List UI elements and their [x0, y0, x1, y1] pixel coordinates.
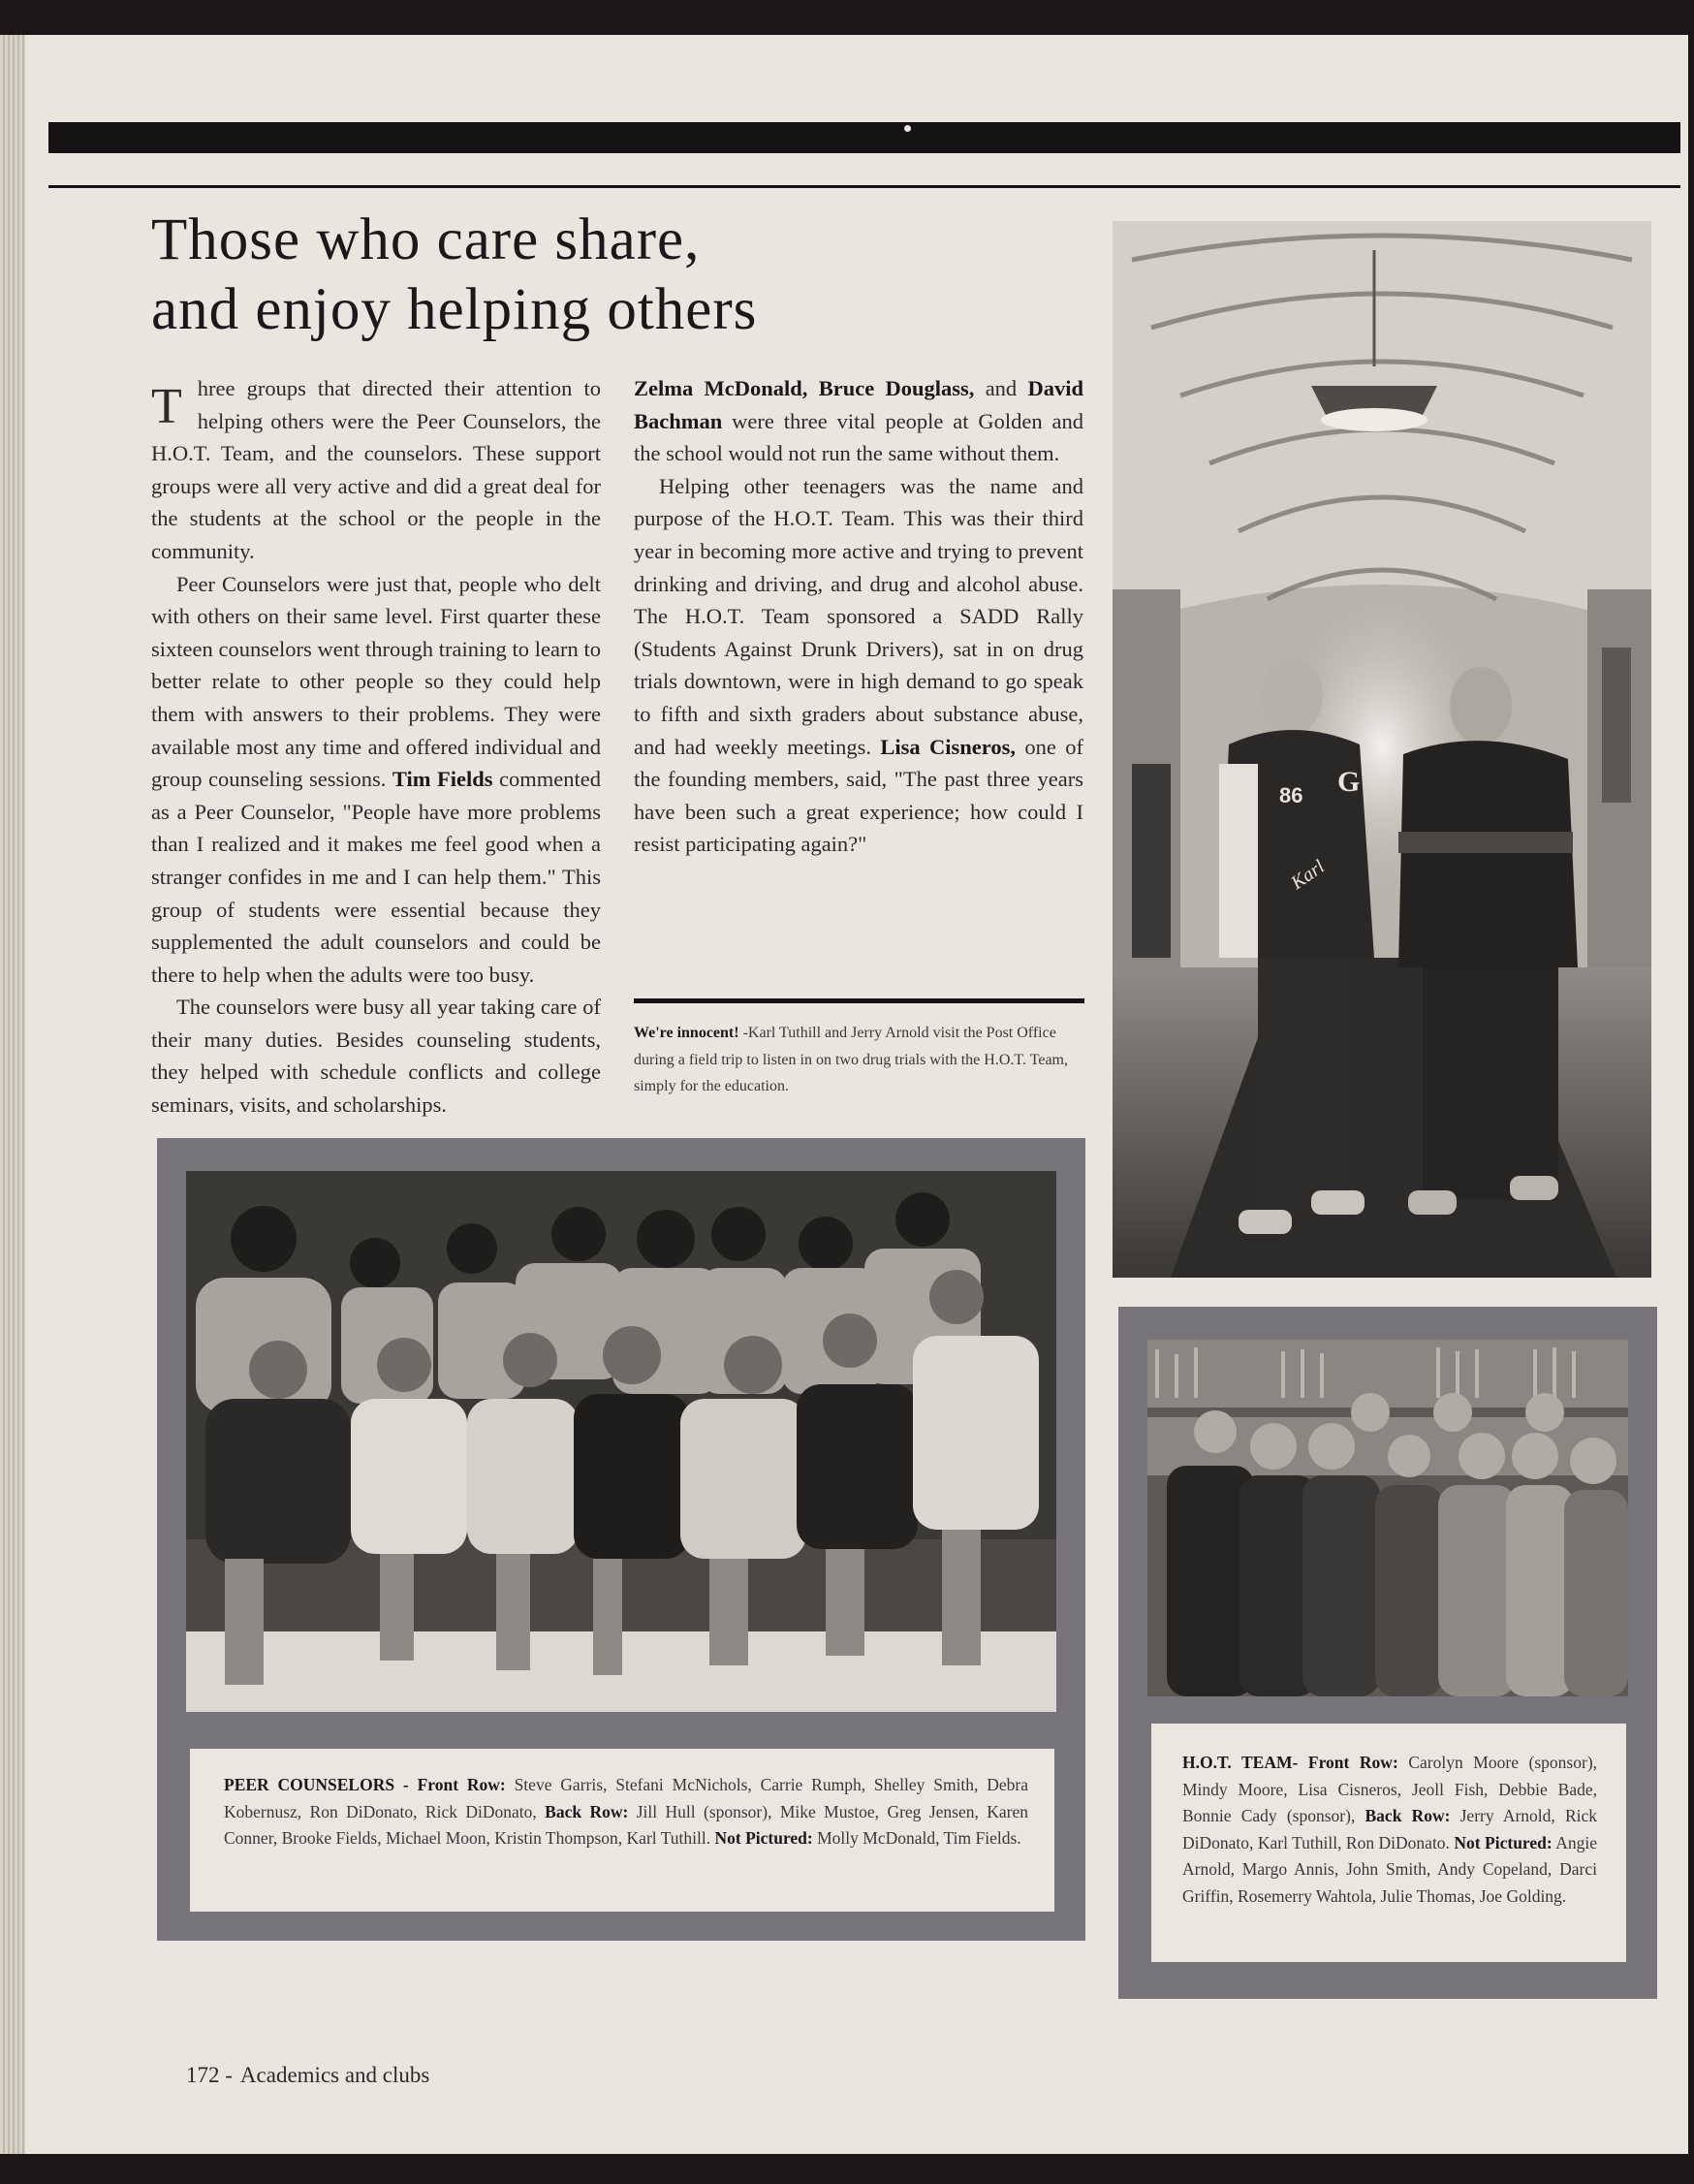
header-rule-thick: [48, 122, 1680, 153]
name-tim-fields: Tim Fields: [392, 767, 493, 792]
paragraph-counselor-names: [634, 372, 1083, 470]
hot-team-photo: [1147, 1340, 1628, 1696]
jacket-number: 86: [1279, 783, 1303, 807]
name-david-bachman: David Bachman: [634, 376, 1083, 433]
peer-not-pictured-label: Not Pictured:: [714, 1828, 813, 1848]
peer-back-row-label: Back Row:: [545, 1801, 629, 1821]
names-counselors: Zelma McDonald, Bruce Douglass,: [634, 376, 975, 400]
section-name: Academics and clubs: [239, 2063, 430, 2087]
paragraph-hot-text-b: one of the founding members, said, "The past three years have been such a great experience; how could I resist participating again?": [634, 734, 1084, 857]
paragraph-peer-text-b: commented as a Peer Counselor, "People have more problems than I realized and it makes me feel good when a stranger confides in me and I can help them." This group of students were essential because they supplemented the adult counselors and could be there to help when the adults were too busy.: [151, 767, 601, 987]
hot-front-row-names: Carolyn Moore (sponsor), Mindy Moore, Lisa Cisneros, Jeoll Fish, Debbie Bade, Bonnie Cady (sponsor),: [1182, 1753, 1598, 1825]
caption-text: -Karl Tuthill and Jerry Arnold visit the Post Office during a field trip to listen in on two drug trials with the H.O.T. Team, simply for the education.: [634, 1025, 1068, 1094]
name-lisa-cisneros: Lisa Cisneros,: [880, 734, 1016, 759]
paragraph-hot-team: [634, 470, 1083, 861]
header-rule-thin: [48, 185, 1680, 188]
paragraph-intro-text: hree groups that directed their attention to helping others were the Peer Counselors, the H.O.T. Team, and the counselors. These support groups were all very active and did a great deal for the students at the school or the people in the community.: [151, 376, 601, 563]
paragraph-counselors-text: The counselors were busy all year taking care of their many duties. Besides counseling students, they helped with schedule conflicts and college seminars, visits, and scholarships.: [151, 995, 601, 1118]
paragraph-counselors-start: [151, 991, 601, 1121]
peer-back-row-names: Jill Hull (sponsor), Mike Mustoe, Greg Jensen, Karen Conner, Brooke Fields, Michael Moon, Kristin Thompson, Karl Tuthill.: [224, 1801, 1028, 1848]
peer-counselors-photo-art: [186, 1171, 1056, 1712]
paragraph-counselor-names-text: were three vital people at Golden and the school would not run the same without them.: [634, 408, 1083, 466]
paragraph-peer-text-a: Peer Counselors were just that, people who delt with others on their same level. First quarter these sixteen counselors went through training to learn to better relate to other people so they could help them with answers to their problems. They were available most any time and offered individual and group counseling sessions.: [151, 571, 601, 792]
hallway-photo: [1113, 221, 1651, 1278]
peer-not-pictured-names: Molly McDonald, Tim Fields.: [817, 1828, 1021, 1848]
page-number: 172 -: [186, 2063, 233, 2087]
hot-front-row-label: Front Row:: [1307, 1753, 1398, 1772]
hot-not-pictured-label: Not Pictured:: [1454, 1832, 1553, 1852]
paragraph-hot-text-a: Helping other teenagers was the name and purpose of the H.O.T. Team. This was their third year in becoming more active and trying to prevent drinking and driving, and drug and alcohol abuse. The H.O.T. Team sponsored a SADD Rally (Students Against Drunk Drivers), sat in on drug trials downtown, were in high demand to go speak to fifth and sixth graders about substance abuse, and had weekly meetings.: [634, 473, 1083, 759]
hot-team-caption: [1182, 1750, 1597, 1910]
page-folio: [186, 2063, 437, 2088]
headline-line-1: Those who care share,: [151, 207, 701, 272]
hot-group-label: H.O.T. TEAM-: [1182, 1753, 1299, 1772]
peer-group-label: PEER COUNSELORS -: [224, 1775, 409, 1794]
hot-back-row-label: Back Row:: [1365, 1806, 1451, 1825]
hot-team-photo-art: [1147, 1340, 1628, 1696]
hallway-photo-art: [1113, 221, 1651, 1278]
hot-back-row-names: Jerry Arnold, Rick DiDonato, Karl Tuthill, Ron DiDonato.: [1182, 1806, 1597, 1852]
jacket-name: Karl: [1287, 856, 1329, 895]
header-rule-dot: [904, 125, 911, 132]
peer-front-row-names: Steve Garris, Stefani McNichols, Carrie Rumph, Shelley Smith, Debra Kobernusz, Ron DiDonato, Rick DiDonato,: [224, 1775, 1029, 1821]
page-headline: [151, 206, 1023, 345]
paragraph-intro: [151, 372, 601, 568]
article-column-2: [634, 372, 1083, 861]
peer-front-row-label: Front Row:: [417, 1775, 506, 1794]
caption-rule: [634, 998, 1084, 1003]
headline-line-2: and enjoy helping others: [151, 277, 758, 342]
caption-lead: We're innocent!: [634, 1025, 739, 1041]
peer-counselors-caption: [224, 1772, 1028, 1852]
drop-cap: T: [151, 379, 182, 434]
hallway-photo-caption: [634, 1020, 1085, 1100]
article-column-1: [151, 372, 601, 1122]
paragraph-peer-counselors: [151, 568, 601, 992]
peer-counselors-photo: [186, 1171, 1056, 1712]
word-and: and: [985, 376, 1018, 400]
jacket-letter: G: [1337, 766, 1361, 798]
hot-not-pictured-names: Angie Arnold, Margo Annis, John Smith, Andy Copeland, Darci Griffin, Rosemerry Wahtola, Julie Thomas, Joe Golding.: [1182, 1832, 1597, 1906]
